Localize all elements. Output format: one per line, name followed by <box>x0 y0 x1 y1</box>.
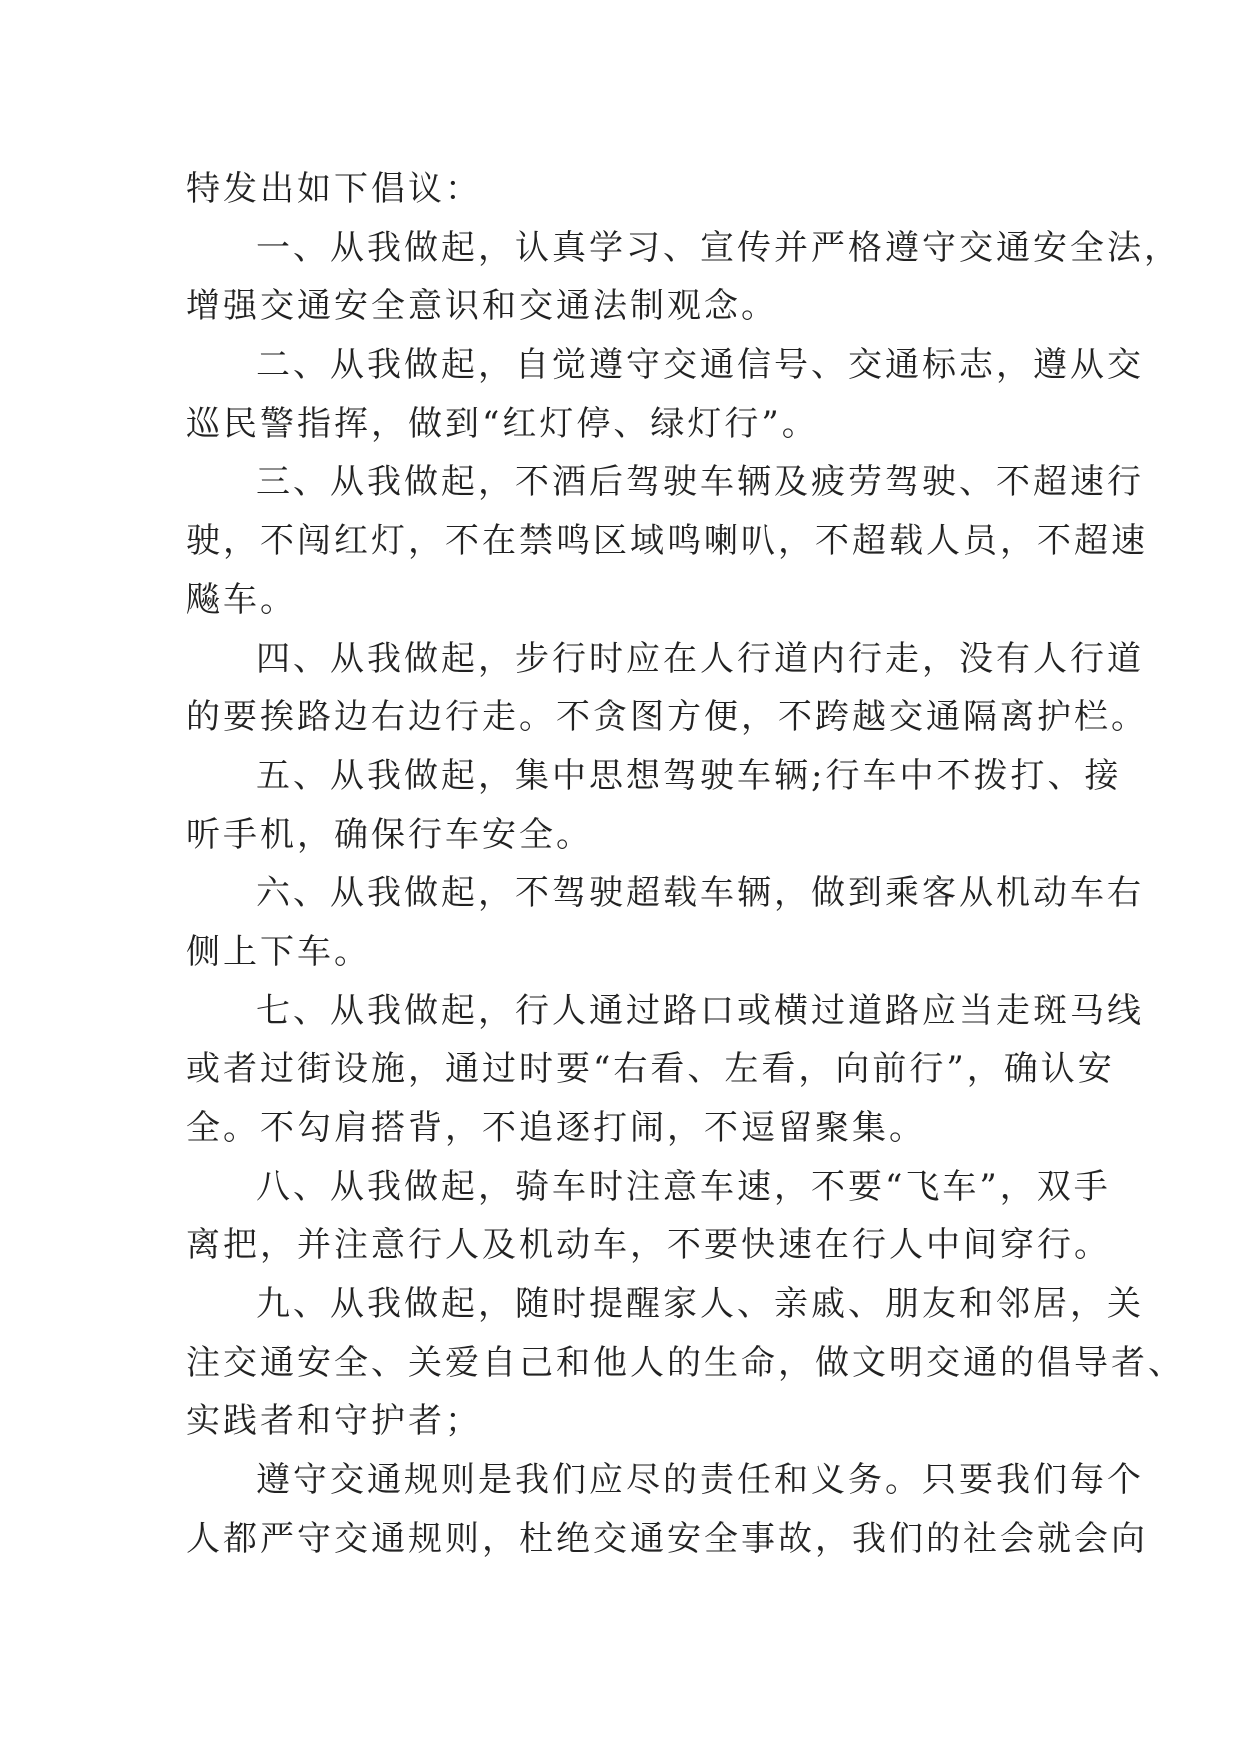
text-line: 听手机，确保行车安全。 <box>186 814 593 855</box>
text-line: 三、从我做起，不酒后驾驶车辆及疲劳驾驶、不超速行 <box>256 462 1144 503</box>
text-line: 注交通安全、关爱自己和他人的生命，做文明交通的倡导者、 <box>186 1342 1185 1383</box>
text-line: 九、从我做起，随时提醒家人、亲戚、朋友和邻居，关 <box>256 1284 1144 1325</box>
text-line: 六、从我做起，不驾驶超载车辆，做到乘客从机动车右 <box>256 873 1144 914</box>
text-line: 一、从我做起，认真学习、宣传并严格遵守交通安全法， <box>256 227 1181 268</box>
text-line: 离把，并注意行人及机动车，不要快速在行人中间穿行。 <box>186 1225 1111 1266</box>
text-line: 五、从我做起，集中思想驾驶车辆;行车中不拨打、接 <box>256 755 1122 796</box>
text-line: 遵守交通规则是我们应尽的责任和义务。只要我们每个 <box>256 1460 1144 1501</box>
text-line: 全。不勾肩搭背，不追逐打闹，不逗留聚集。 <box>186 1108 926 1148</box>
text-line: 二、从我做起，自觉遵守交通信号、交通标志，遵从交 <box>256 345 1144 386</box>
text-line: 八、从我做起，骑车时注意车速，不要“飞车”，双手 <box>256 1166 1111 1207</box>
text-line: 的要挨路边右边行走。不贪图方便，不跨越交通隔离护栏。 <box>186 697 1148 738</box>
text-line: 实践者和守护者； <box>186 1401 482 1442</box>
text-line: 飚车。 <box>186 579 297 620</box>
text-line: 特发出如下倡议： <box>186 169 482 209</box>
document-body <box>186 160 1185 1569</box>
text-line: 巡民警指挥，做到“红灯停、绿灯行”。 <box>186 403 819 444</box>
text-line: 或者过街设施，通过时要“右看、左看，向前行”，确认安 <box>186 1049 1115 1090</box>
text-line: 四、从我做起，步行时应在人行道内行走，没有人行道 <box>256 638 1144 679</box>
text-line: 侧上下车。 <box>186 931 371 972</box>
text-line: 七、从我做起，行人通过路口或横过道路应当走斑马线 <box>256 990 1144 1031</box>
text-line: 人都严守交通规则，杜绝交通安全事故，我们的社会就会向 <box>186 1518 1148 1559</box>
text-line: 增强交通安全意识和交通法制观念。 <box>186 286 778 327</box>
text-line: 驶，不闯红灯，不在禁鸣区域鸣喇叭，不超载人员，不超速 <box>186 521 1148 562</box>
